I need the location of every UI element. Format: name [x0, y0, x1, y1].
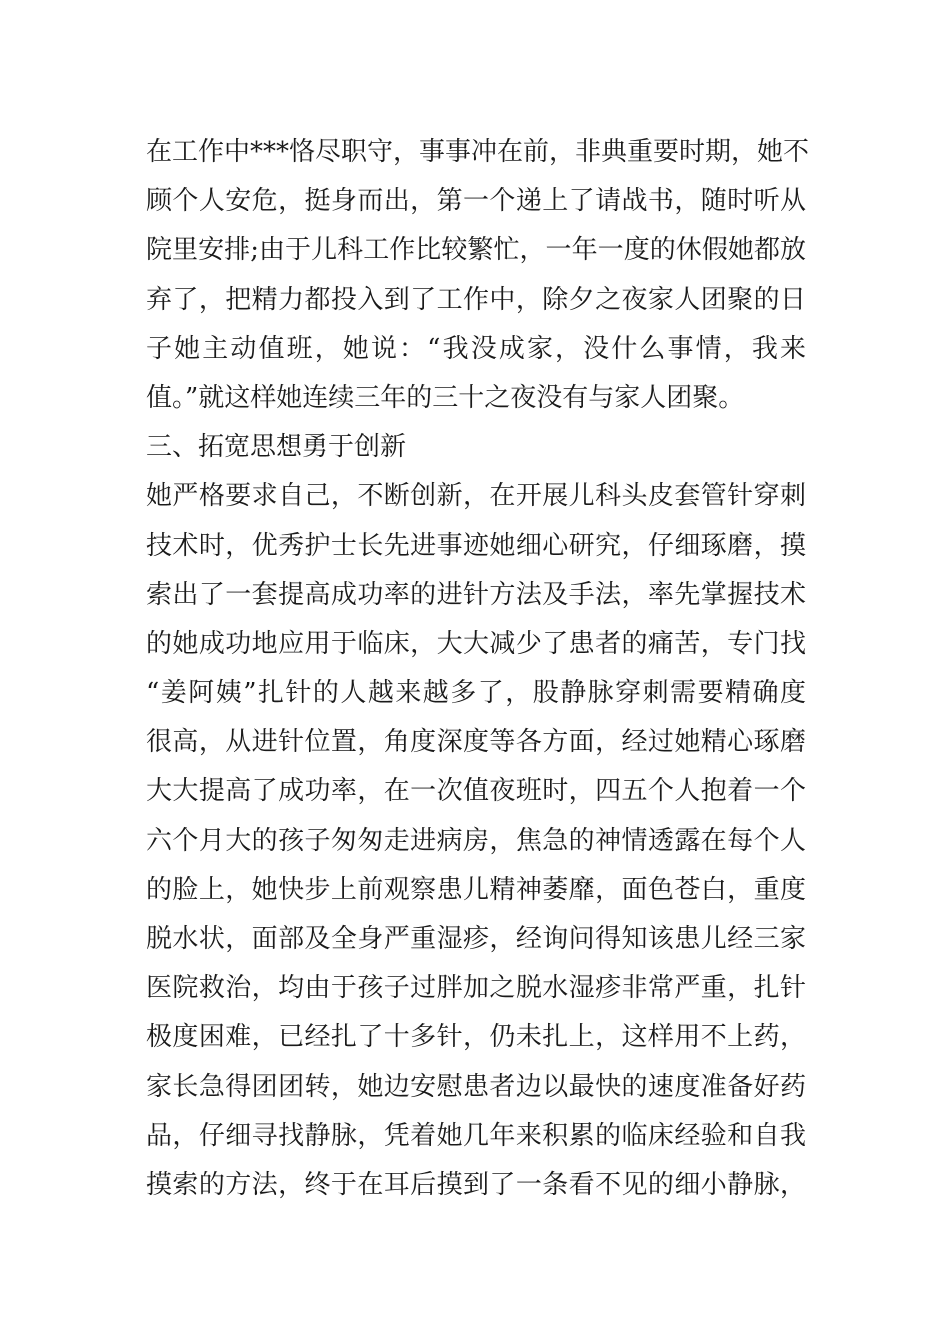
- text-line: 技术时，优秀护士长先进事迹她细心研究，仔细琢磨，摸: [146, 530, 806, 561]
- text-line: 子她主动值班，她说：“我没成家，没什么事情，我来: [146, 333, 806, 364]
- paragraph-last-line: 值。”就这样她连续三年的三十之夜没有与家人团聚。: [146, 382, 745, 413]
- section-heading: 三、拓宽思想勇于创新: [146, 432, 407, 463]
- text-line: 顾个人安危，挺身而出，第一个递上了请战书，随时听从: [146, 186, 806, 217]
- text-line: 在工作中***恪尽职守，事事冲在前，非典重要时期，她不: [146, 137, 810, 167]
- text-line: 医院救治，均由于孩子过胖加之脱水湿疹非常严重，扎针: [146, 973, 806, 1004]
- text-line: 极度困难，已经扎了十多针，仍未扎上，这样用不上药，: [146, 1022, 806, 1053]
- body-text: [146, 128, 810, 1210]
- text-line: 家长急得团团转，她边安慰患者边以最快的速度准备好药: [146, 1071, 806, 1102]
- text-line: 脱水状，面部及全身严重湿疹，经询问得知该患儿经三家: [146, 924, 806, 954]
- text-line: 品，仔细寻找静脉，凭着她几年来积累的临床经验和自我: [146, 1120, 806, 1151]
- text-line: “姜阿姨”扎针的人越来越多了，股静脉穿刺需要精确度: [146, 678, 806, 709]
- text-line: 大大提高了成功率，在一次值夜班时，四五个人抱着一个: [146, 776, 806, 807]
- text-line: 的脸上，她快步上前观察患儿精神萎靡，面色苍白，重度: [146, 874, 806, 905]
- text-line: 很高，从进针位置，角度深度等各方面，经过她精心琢磨: [146, 727, 806, 758]
- text-line: 弃了，把精力都投入到了工作中，除夕之夜家人团聚的日: [146, 284, 806, 315]
- text-line: 院里安排;由于儿科工作比较繁忙，一年一度的休假她都放: [146, 235, 806, 266]
- text-line: 的她成功地应用于临床，大大减少了患者的痛苦，专门找: [146, 628, 806, 659]
- text-line: 六个月大的孩子匆匆走进病房，焦急的神情透露在每个人: [146, 825, 806, 856]
- text-line: 她严格要求自己，不断创新，在开展儿科头皮套管针穿刺: [146, 481, 806, 512]
- text-line: 摸索的方法，终于在耳后摸到了一条看不见的细小静脉，: [146, 1169, 806, 1200]
- text-line: 索出了一套提高成功率的进针方法及手法，率先掌握技术: [146, 579, 806, 610]
